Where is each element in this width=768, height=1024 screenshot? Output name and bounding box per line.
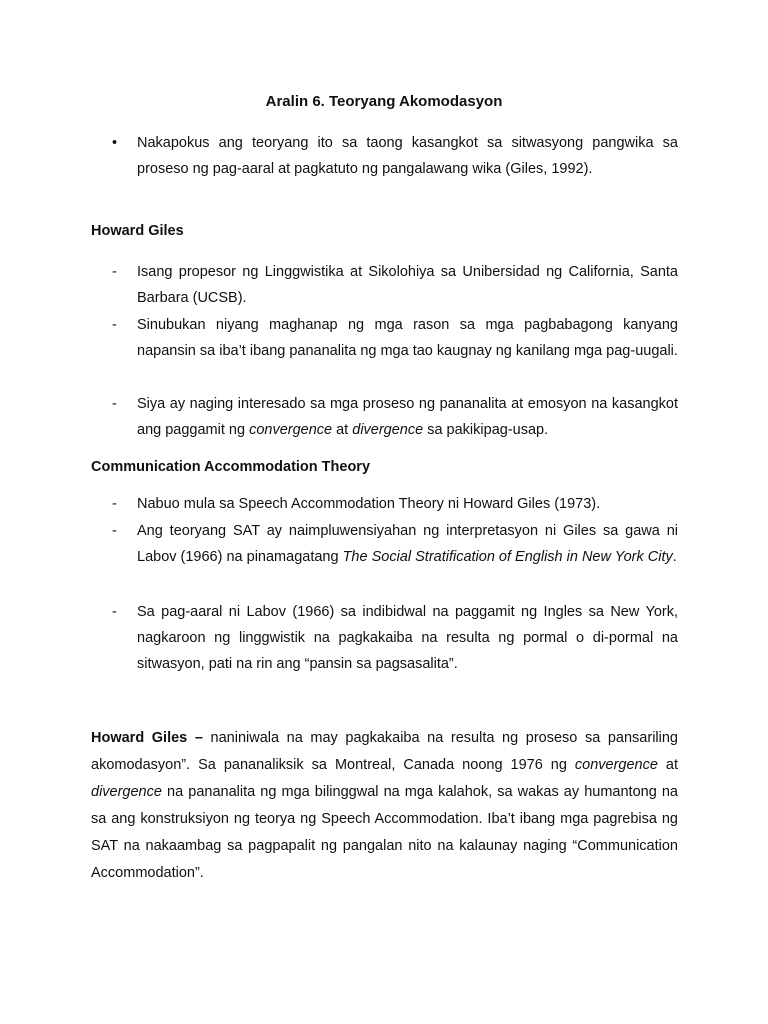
italic-term: convergence xyxy=(249,422,333,438)
list-item: Isang propesor ng Linggwistika at Sikolohiya sa Unibersidad ng California, Santa Barbara (UCSB). xyxy=(137,264,678,306)
dash-marker: - xyxy=(112,496,117,512)
italic-term: convergence xyxy=(574,757,658,773)
list-item: Nabuo mula sa Speech Accommodation Theory ni Howard Giles (1973). xyxy=(137,496,601,512)
dash-marker: - xyxy=(112,396,117,412)
italic-title: The Social Stratification of English in New York City xyxy=(342,549,673,565)
page-title: Aralin 6. Teoryang Akomodasyon xyxy=(265,93,503,110)
italic-term: divergence xyxy=(91,784,162,800)
dash-marker: - xyxy=(112,523,117,539)
closing-paragraph: Howard Giles – naniniwala na may pagkakaiba na resulta ng proseso sa pansariling akomodasyon”. Sa pananaliksik sa Montreal, Canada noong 1976 ng convergence at divergence na pananalita ng mga bilinggwal na mga kalahok, sa wakas ay humantong na sa ang konstruksiyon ng teorya ng Speech Accommodation. Iba’t ibang mga pagrebisa ng SAT na nakaambag sa pagpapalit ng pangalan nito na kalaunay naging “Communication Accommodation”. xyxy=(91,730,678,881)
dash-marker: - xyxy=(112,264,117,280)
list-item: Sa pag-aaral ni Labov (1966) sa indibidwal na paggamit ng Ingles sa New York, nagkaroon ng linggwistik na pagkakaiba na resulta ng pormal o di-pormal na sitwasyon, pati na rin ang “pansin sa pagsasalita”. xyxy=(137,604,678,672)
dash-marker: - xyxy=(112,604,117,620)
bullet-marker: • xyxy=(112,135,118,151)
dash-marker: - xyxy=(112,317,117,333)
section-heading-howard-giles: Howard Giles xyxy=(91,223,184,239)
italic-term: divergence xyxy=(352,422,424,438)
list-item: Siya ay naging interesado sa mga proseso ng pananalita at emosyon na kasangkot ang paggamit ng convergence at divergence sa pakikipag-usap. xyxy=(137,396,678,438)
list-item: Sinubukan niyang maghanap ng mga rason sa mga pagbabagong kanyang napansin sa iba’t ibang pananalita ng mga tao kaugnay ng kanilang mga pag-uugali. xyxy=(137,317,678,359)
intro-paragraph: Nakapokus ang teoryang ito sa taong kasangkot sa sitwasyong pangwika sa proseso ng pag-aaral at pagkatuto ng pangalawang wika (Giles, 1992). xyxy=(137,135,678,177)
list-item: Ang teoryang SAT ay naimpluwensiyahan ng interpretasyon ni Giles sa gawa ni Labov (1966) na pinamagatang The Social Stratification of English in New York City. xyxy=(137,523,678,565)
closing-lead: Howard Giles – xyxy=(91,730,203,746)
section-heading-communication-accommodation-theory: Communication Accommodation Theory xyxy=(91,459,371,475)
